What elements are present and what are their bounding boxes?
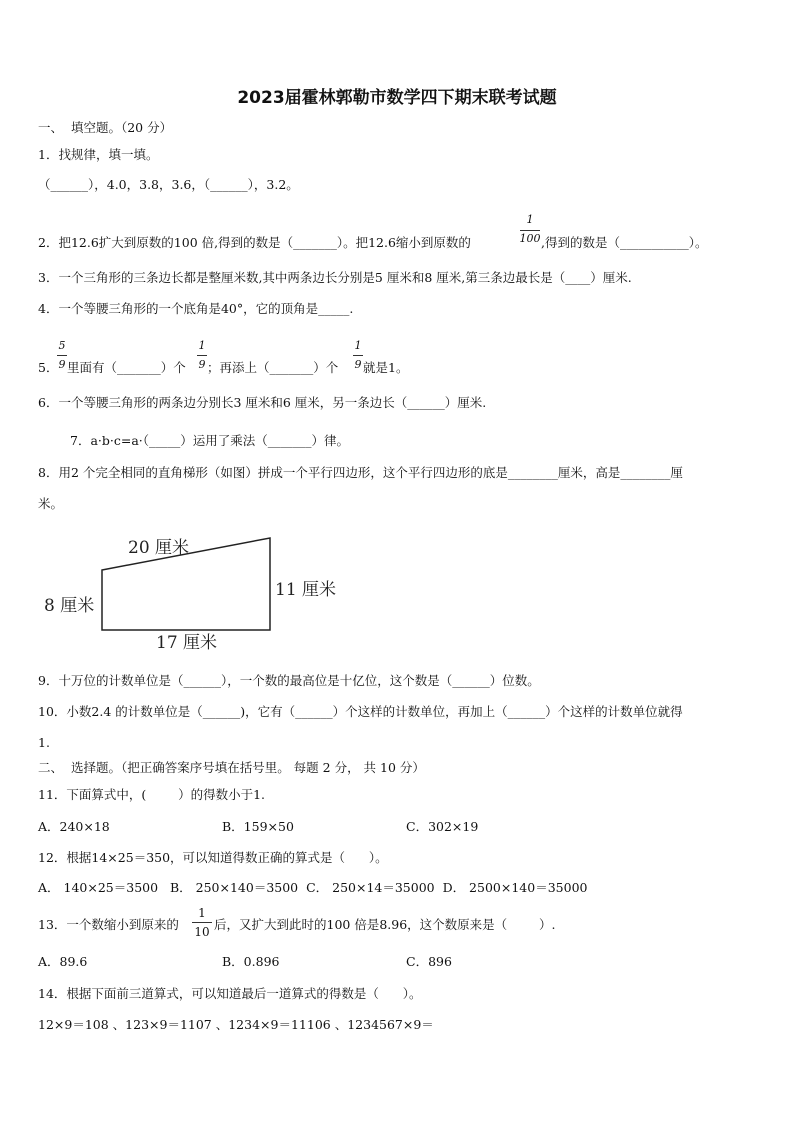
question-12: 12．根据14×25＝350，可以知道得数正确的算式是（ ）。 [38, 850, 388, 865]
trapezoid-figure [38, 528, 348, 658]
q2-fraction-denominator: 100 [519, 232, 541, 245]
question-13-suffix: 后，又扩大到此时的100 倍是8.96，这个数原来是（ ）. [214, 917, 556, 932]
question-13-prefix: 13．一个数缩小到原来的 [38, 917, 179, 932]
q14-formula: 12×9＝108 、123×9＝1107 、1234×9＝11106 、1234567×9＝ [38, 1017, 434, 1032]
q5-fraction-3-bar [353, 355, 363, 356]
question-2-part-a: 2．把12.6扩大到原数的100 倍,得到的数是（_______）。把12.6缩小到原数的 [38, 235, 471, 250]
q5-fraction-1-bar [57, 355, 67, 356]
q12-options: A． 140×25＝3500 B． 250×140＝3500 C． 250×14＝35000 D． 2500×140＝35000 [38, 880, 588, 895]
question-9: 9．十万位的计数单位是（______），一个数的最高位是十亿位，这个数是（______）位数。 [38, 673, 540, 688]
question-11: 11．下面算式中，( ）的得数小于1. [38, 787, 265, 802]
question-5-end: 就是1。 [363, 360, 409, 375]
section-2-heading: 二、 选择题。（把正确答案序号填在括号里。 每题 2 分， 共 10 分） [38, 760, 425, 775]
q13-option-a: A．89.6 [38, 954, 88, 969]
q5-fraction-2-bar [197, 355, 207, 356]
question-8-line-2: 米。 [38, 496, 64, 511]
q13-fraction-bar [192, 922, 212, 923]
question-2-part-b: ,得到的数是（___________）。 [541, 235, 708, 250]
question-6: 6．一个等腰三角形的两条边分别长3 厘米和6 厘米，另一条边长（______）厘米. [38, 395, 487, 410]
label-top-side: 20 厘米 [128, 538, 190, 558]
q13-fraction-numerator: 1 [198, 906, 206, 920]
label-bottom-side: 17 厘米 [156, 633, 218, 653]
question-5-middle-2: ；再添上（_______）个 [207, 360, 339, 375]
section-1-heading: 一、 填空题。（20 分） [38, 120, 173, 135]
question-1: 1．找规律，填一填。 [38, 147, 159, 162]
question-10-line-2: 1. [38, 735, 50, 750]
q5-fraction-2-denominator: 9 [198, 358, 206, 371]
q5-fraction-1-denominator: 9 [58, 358, 66, 371]
question-1-sequence: （______），4.0，3.8，3.6，（______），3.2。 [38, 177, 299, 192]
question-4: 4．一个等腰三角形的一个底角是40°，它的顶角是_____. [38, 301, 354, 316]
q11-option-b: B．159×50 [222, 819, 294, 834]
q2-fraction-numerator: 1 [526, 213, 534, 226]
question-8-line-1: 8．用2 个完全相同的直角梯形（如图）拼成一个平行四边形，这个平行四边形的底是________厘米，高是________厘 [38, 465, 683, 480]
q13-option-c: C．896 [406, 954, 452, 969]
q5-fraction-2-numerator: 1 [198, 339, 206, 352]
q5-fraction-3-denominator: 9 [354, 358, 362, 371]
question-14: 14．根据下面前三道算式，可以知道最后一道算式的得数是（ ）。 [38, 986, 422, 1001]
q11-option-c: C．302×19 [406, 819, 479, 834]
q11-option-a: A．240×18 [38, 819, 110, 834]
q13-option-b: B．0.896 [222, 954, 280, 969]
label-left-side: 8 厘米 [44, 596, 95, 616]
q5-fraction-3-numerator: 1 [354, 339, 362, 352]
question-7: 7．a·b·c=a·（_____）运用了乘法（_______）律。 [70, 433, 350, 448]
label-right-side: 11 厘米 [275, 580, 337, 600]
question-10-line-1: 10．小数2.4 的计数单位是（______)，它有（______）个这样的计数单位，再加上（______）个这样的计数单位就得 [38, 704, 683, 719]
q13-fraction-denominator: 10 [194, 925, 210, 939]
page-title: 2023届霍林郭勒市数学四下期末联考试题 [237, 88, 557, 108]
question-5-prefix: 5． [38, 360, 59, 375]
question-3: 3．一个三角形的三条边长都是整厘米数,其中两条边长分别是5 厘米和8 厘米,第三条边最长是（____）厘米. [38, 270, 632, 285]
q2-fraction-bar [520, 230, 540, 231]
question-5-middle-1: 里面有（_______）个 [67, 360, 186, 375]
q5-fraction-1-numerator: 5 [58, 339, 66, 352]
